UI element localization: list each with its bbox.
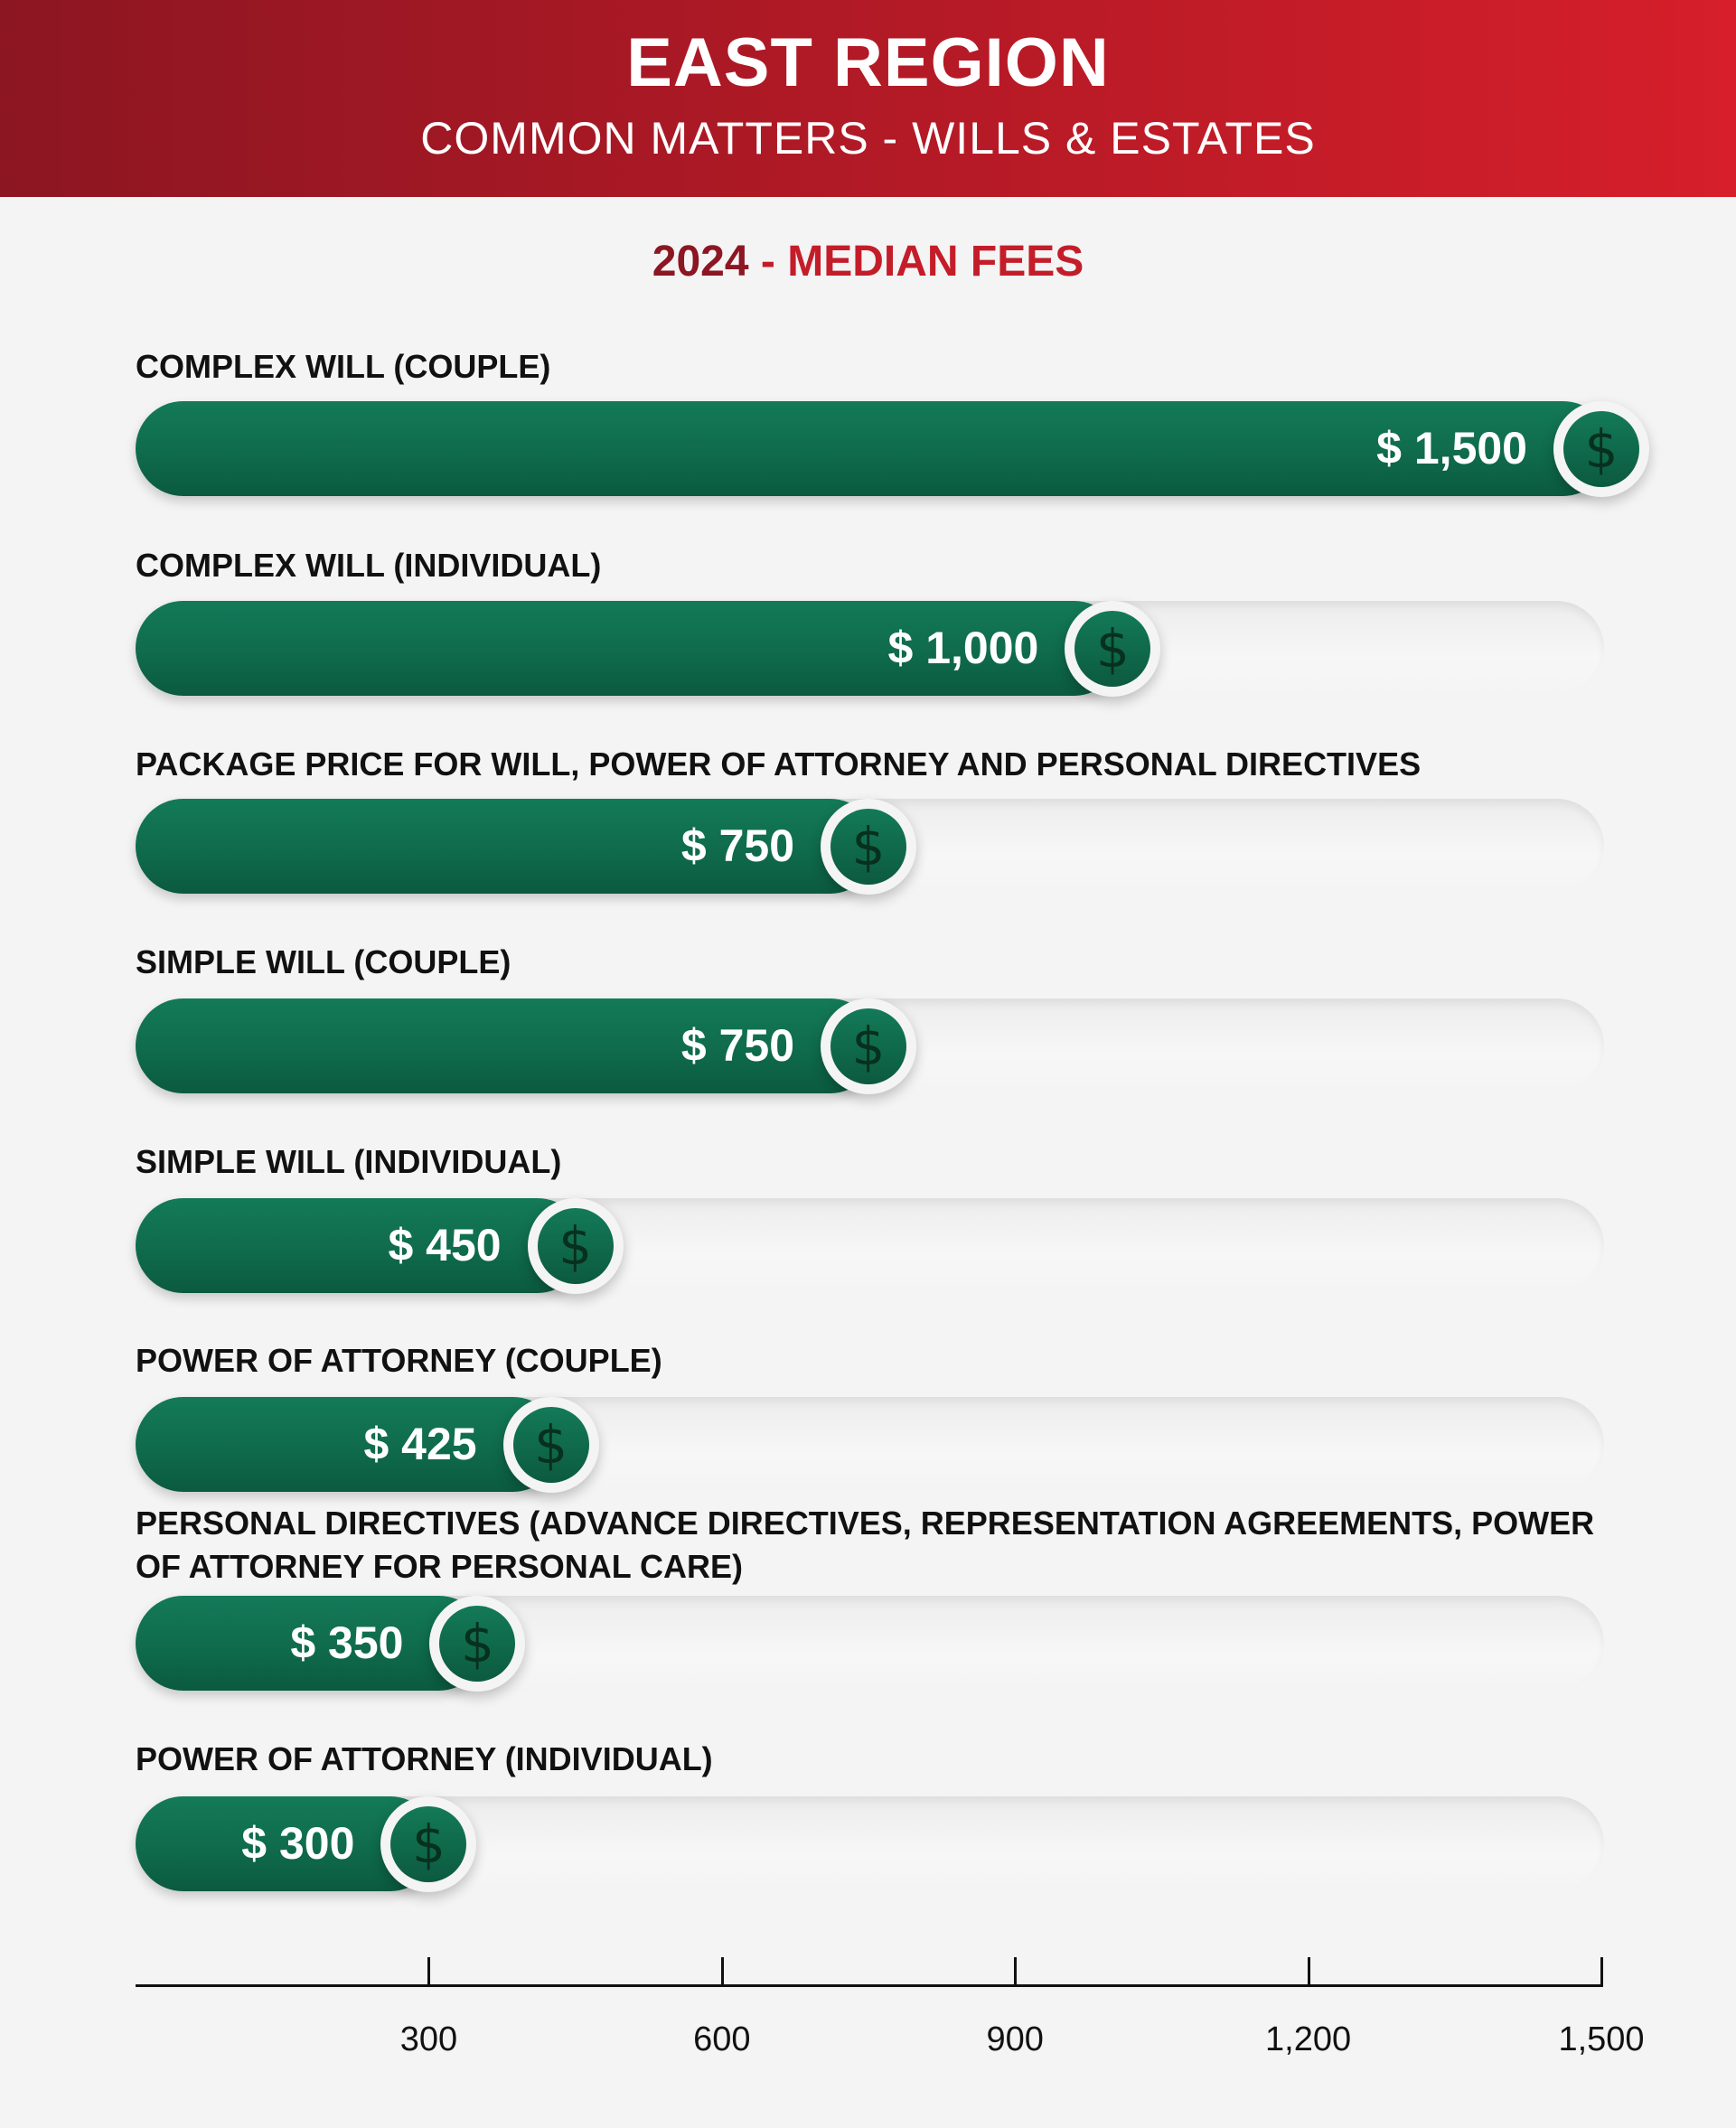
dollar-sign-icon: $ [1074,611,1150,687]
category-label: COMPLEX WILL (COUPLE) [136,348,551,385]
category-label: POWER OF ATTORNEY (INDIVIDUAL) [136,1740,713,1777]
category-label: PACKAGE PRICE FOR WILL, POWER OF ATTORNEY AND PERSONAL DIRECTIVES [136,745,1422,783]
dollar-coin-icon [528,1198,624,1294]
category-label: PERSONAL DIRECTIVES (ADVANCE DIRECTIVES, REPRESENTATION AGREEMENTS, POWER OF ATTORNEY FOR PERSONAL CARE) [136,1505,1595,1585]
x-axis-tick [1308,1957,1310,1987]
chart-title-year: 2024 [652,238,749,286]
x-tick-label: 1,200 [1265,2020,1352,2058]
x-tick-label: 900 [986,2020,1044,2058]
dollar-sign-icon: $ [390,1806,466,1882]
region-subtitle: COMMON MATTERS - WILLS & ESTATES [420,113,1316,164]
category-label: COMPLEX WILL (INDIVIDUAL) [136,547,602,584]
dollar-sign-icon: $ [513,1407,589,1483]
x-axis-tick [721,1957,724,1987]
dollar-sign-icon: $ [439,1606,515,1682]
value-label: $ 750 [680,820,794,871]
dollar-coin-icon [380,1796,476,1892]
value-label: $ 1,000 [887,623,1039,673]
region-title: EAST REGION [626,24,1110,101]
value-label: $ 425 [363,1419,477,1469]
x-axis-tick [1014,1957,1017,1987]
dollar-coin-icon [821,998,916,1094]
value-label: $ 350 [290,1617,404,1668]
chart-title-text: - MEDIAN FEES [748,238,1084,286]
x-tick-label: 600 [693,2020,751,2058]
dollar-sign-icon: $ [538,1208,614,1284]
dollar-coin-icon [503,1397,599,1493]
value-label: $ 300 [241,1818,355,1869]
dollar-coin-icon [1553,401,1649,497]
x-tick-label: 300 [399,2020,458,2058]
category-label: SIMPLE WILL (INDIVIDUAL) [136,1143,562,1180]
dollar-sign-icon: $ [830,809,906,885]
value-label: $ 750 [680,1020,794,1071]
dollar-coin-icon [821,799,916,895]
x-tick-label: 1,500 [1558,2020,1645,2058]
dollar-coin-icon [1065,601,1160,697]
dollar-sign-icon: $ [1563,411,1639,487]
dollar-sign-icon: $ [830,1008,906,1084]
category-label: POWER OF ATTORNEY (COUPLE) [136,1342,662,1379]
value-label: $ 450 [388,1220,502,1270]
value-label: $ 1,500 [1376,423,1527,473]
x-axis-tick [1600,1957,1603,1987]
category-label: SIMPLE WILL (COUPLE) [136,943,511,980]
x-axis-line [136,1984,1603,1987]
x-axis-tick [427,1957,430,1987]
dollar-coin-icon [429,1596,525,1692]
